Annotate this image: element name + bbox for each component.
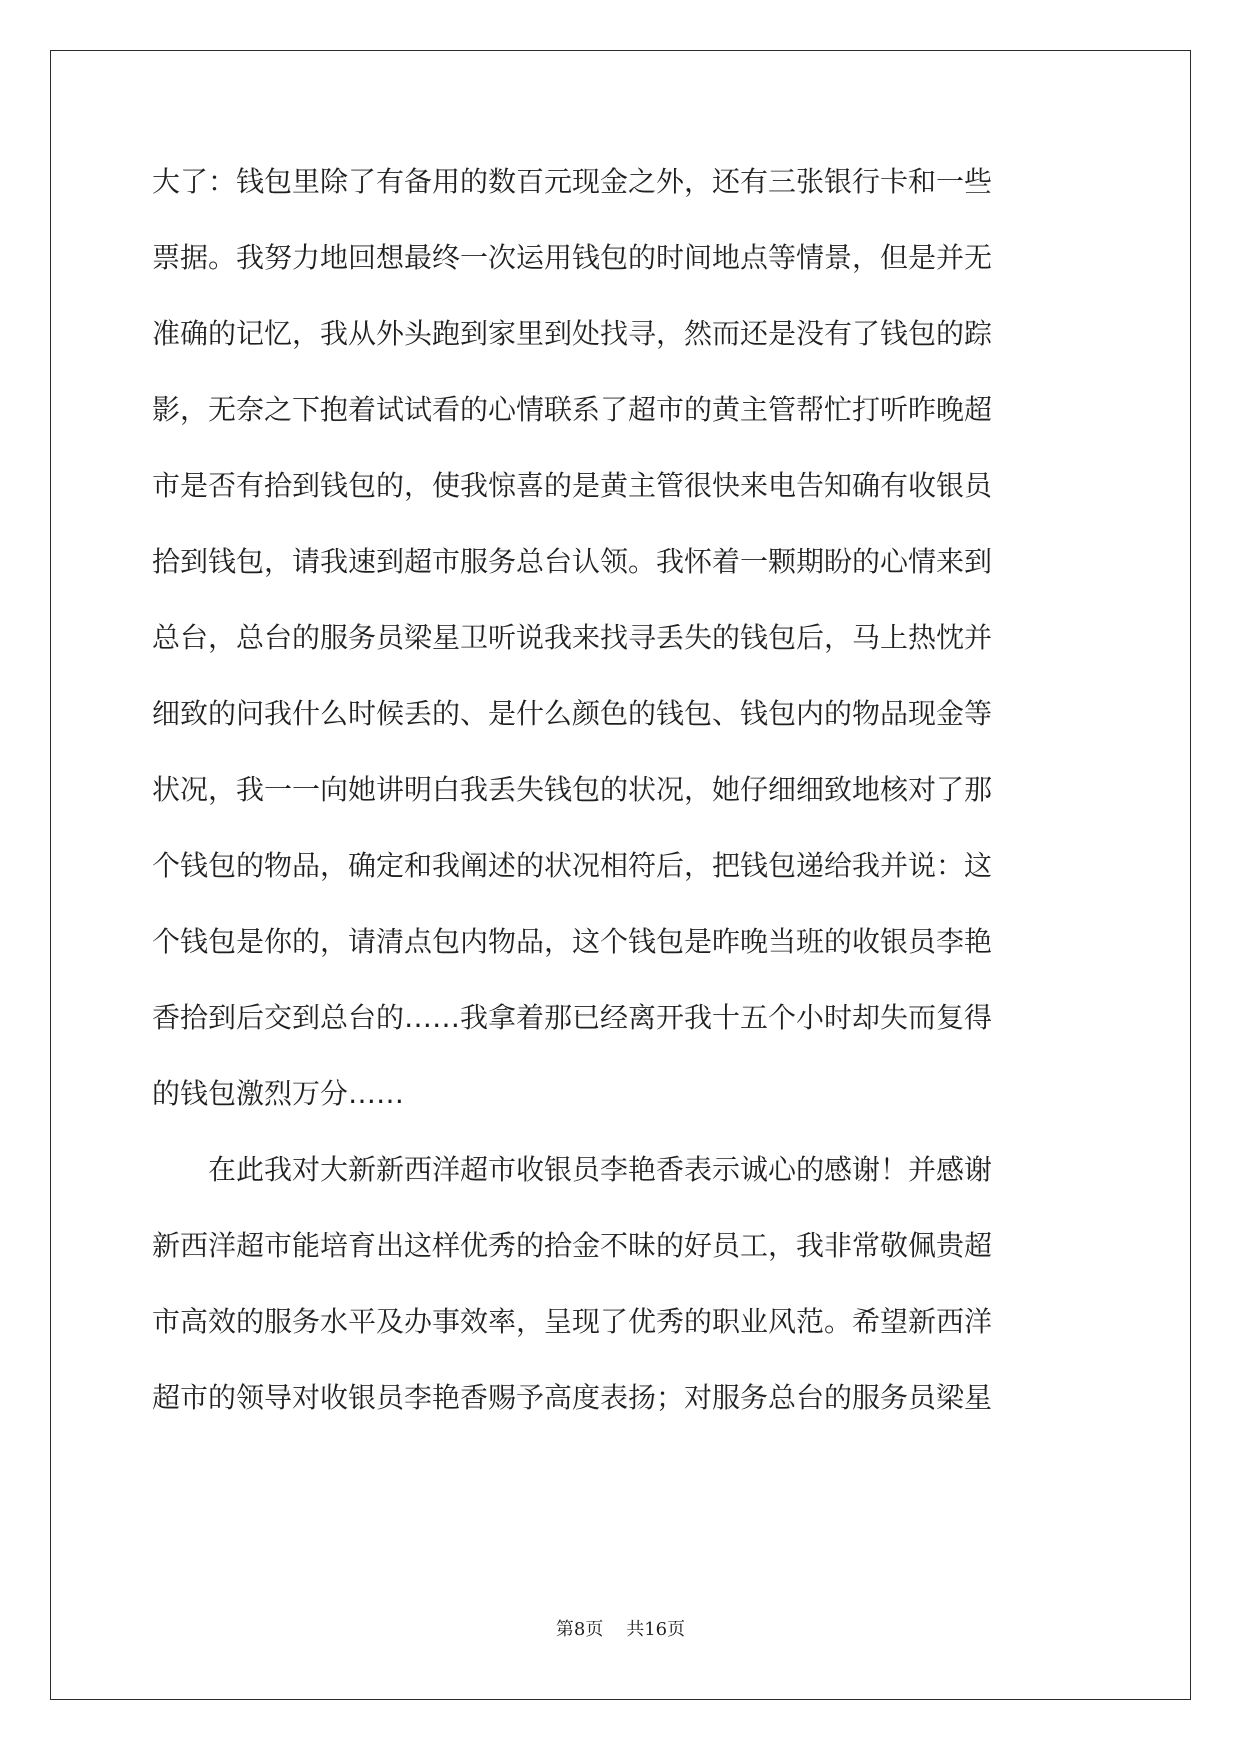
text-line: 准确的记忆，我从外头跑到家里到处找寻，然而还是没有了钱包的踪 [152,317,993,350]
text-line: 市是否有拾到钱包的，使我惊喜的是黄主管很快来电告知确有收银员 [152,469,993,502]
text-line: 大了：钱包里除了有备用的数百元现金之外，还有三张银行卡和一些 [152,165,993,198]
text-line: 影，无奈之下抱着试试看的心情联系了超市的黄主管帮忙打听昨晚超 [152,393,993,426]
text-line: 状况，我一一向她讲明白我丢失钱包的状况，她仔细细致地核对了那 [152,773,993,806]
text-line: 新西洋超市能培育出这样优秀的拾金不昧的好员工，我非常敬佩贵超 [152,1229,993,1262]
text-line: 个钱包的物品，确定和我阐述的状况相符后，把钱包递给我并说：这 [152,849,993,882]
text-line: 超市的领导对收银员李艳香赐予高度表扬；对服务总台的服务员梁星 [152,1381,993,1414]
text-line-paragraph-start: 在此我对大新新西洋超市收银员李艳香表示诚心的感谢！并感谢 [208,1153,993,1186]
text-line: 拾到钱包，请我速到超市服务总台认领。我怀着一颗期盼的心情来到 [152,545,993,578]
text-line: 的钱包激烈万分…… [152,1077,405,1110]
text-line: 票据。我努力地回想最终一次运用钱包的时间地点等情景，但是并无 [152,241,993,274]
text-line: 个钱包是你的，请清点包内物品，这个钱包是昨晚当班的收银员李艳 [152,925,993,958]
total-pages-label: 共16页 [626,1619,686,1640]
text-line: 市高效的服务水平及办事效率，呈现了优秀的职业风范。希望新西洋 [152,1305,993,1338]
text-line: 香拾到后交到总台的……我拿着那已经离开我十五个小时却失而复得 [152,1001,993,1034]
text-line: 总台，总台的服务员梁星卫听说我来找寻丢失的钱包后，马上热忱并 [152,621,993,654]
page-footer [0,1618,1241,1642]
text-line: 细致的问我什么时候丢的、是什么颜色的钱包、钱包内的物品现金等 [152,697,993,730]
page-number-label: 第8页 [555,1619,604,1640]
